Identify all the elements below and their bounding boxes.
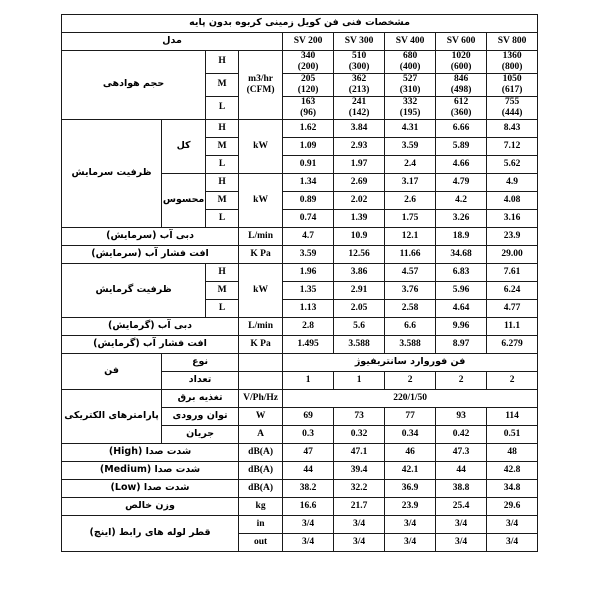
cooling-total-l-sv300: 1.97 xyxy=(334,155,385,173)
fan-count-sv200: 1 xyxy=(283,371,334,389)
cooling-water-flow-sv400: 12.1 xyxy=(385,227,436,245)
heating-h-sv200: 1.96 xyxy=(283,263,334,281)
heating-m-sv800: 6.24 xyxy=(487,281,538,299)
table-row-heating-pressure-drop xyxy=(62,335,538,353)
heating-pressure-drop-sv300: 3.588 xyxy=(334,335,385,353)
airflow-m-sv800: 1050 (617) xyxy=(487,73,538,96)
net-weight-label: وزن خالص xyxy=(62,497,239,515)
cooling-sensible-h-sv400: 3.17 xyxy=(385,173,436,191)
airflow-m-sv400: 527 (310) xyxy=(385,73,436,96)
table-row-cooling-total-high xyxy=(62,119,538,137)
cooling-sensible-speed-m: M xyxy=(206,191,239,209)
cooling-pressure-drop-sv300: 12.56 xyxy=(334,245,385,263)
cooling-water-flow-sv200: 4.7 xyxy=(283,227,334,245)
pipe-out-sv800: 3/4 xyxy=(487,533,538,551)
cooling-water-flow-sv600: 18.9 xyxy=(436,227,487,245)
cooling-total-speed-m: M xyxy=(206,137,239,155)
airflow-h-sv300: 510 (300) xyxy=(334,51,385,74)
cooling-pressure-drop-sv200: 3.59 xyxy=(283,245,334,263)
heating-water-flow-sv400: 6.6 xyxy=(385,317,436,335)
table-row-airflow-high xyxy=(62,51,538,74)
table-row-net-weight xyxy=(62,497,538,515)
sound-low-unit: (A)dB xyxy=(239,479,283,497)
airflow-h-sv400: 680 (400) xyxy=(385,51,436,74)
model-header-sv200: SV 200 xyxy=(283,33,334,51)
pipe-out-sv400: 3/4 xyxy=(385,533,436,551)
airflow-l-sv200: 163 (96) xyxy=(283,96,334,119)
sound-medium-sv600: 44 xyxy=(436,461,487,479)
pipe-out-sv300: 3/4 xyxy=(334,533,385,551)
input-power-unit: W xyxy=(239,407,283,425)
cooling-total-m-sv300: 2.93 xyxy=(334,137,385,155)
heating-h-sv400: 4.57 xyxy=(385,263,436,281)
table-row-cooling-water-flow xyxy=(62,227,538,245)
cooling-pressure-drop-sv600: 34.68 xyxy=(436,245,487,263)
heating-water-flow-sv200: 2.8 xyxy=(283,317,334,335)
heating-l-sv300: 2.05 xyxy=(334,299,385,317)
table-row-fan-type xyxy=(62,353,538,371)
airflow-speed-m: M xyxy=(206,73,239,96)
net-weight-sv800: 29.6 xyxy=(487,497,538,515)
cooling-sensible-m-sv600: 4.2 xyxy=(436,191,487,209)
sound-low-sv600: 38.8 xyxy=(436,479,487,497)
cooling-sensible-h-sv200: 1.34 xyxy=(283,173,334,191)
pipe-out-unit: out xyxy=(239,533,283,551)
heating-h-sv800: 7.61 xyxy=(487,263,538,281)
cooling-total-h-sv600: 6.66 xyxy=(436,119,487,137)
fan-type-value: فن فوروارد سانتریفیوژ xyxy=(283,353,538,371)
cooling-total-h-sv300: 3.84 xyxy=(334,119,385,137)
input-power-sv400: 77 xyxy=(385,407,436,425)
fan-count-label: تعداد xyxy=(162,371,239,389)
sound-high-sv300: 47.1 xyxy=(334,443,385,461)
heating-speed-m: M xyxy=(206,281,239,299)
heating-pressure-drop-label: افت فشار آب (گرمایش) xyxy=(62,335,239,353)
model-header-sv300: SV 300 xyxy=(334,33,385,51)
table-row-sound-high xyxy=(62,443,538,461)
sound-medium-sv400: 42.1 xyxy=(385,461,436,479)
airflow-l-sv600: 612 (360) xyxy=(436,96,487,119)
cooling-total-l-sv400: 2.4 xyxy=(385,155,436,173)
heating-pressure-drop-sv600: 8.97 xyxy=(436,335,487,353)
cooling-sensible-h-sv600: 4.79 xyxy=(436,173,487,191)
pipe-in-sv800: 3/4 xyxy=(487,515,538,533)
heating-pressure-drop-sv400: 3.588 xyxy=(385,335,436,353)
input-power-sv200: 69 xyxy=(283,407,334,425)
net-weight-sv600: 25.4 xyxy=(436,497,487,515)
cooling-water-flow-sv300: 10.9 xyxy=(334,227,385,245)
airflow-l-sv800: 755 (444) xyxy=(487,96,538,119)
cooling-total-l-sv600: 4.66 xyxy=(436,155,487,173)
net-weight-sv400: 23.9 xyxy=(385,497,436,515)
cooling-total-h-sv200: 1.62 xyxy=(283,119,334,137)
current-sv600: 0.42 xyxy=(436,425,487,443)
cooling-total-m-sv800: 7.12 xyxy=(487,137,538,155)
cooling-sensible-l-sv200: 0.74 xyxy=(283,209,334,227)
input-power-label: توان ورودی xyxy=(162,407,239,425)
cooling-total-m-sv400: 3.59 xyxy=(385,137,436,155)
current-sv300: 0.32 xyxy=(334,425,385,443)
model-row-label: مدل xyxy=(62,33,283,51)
pipe-in-sv400: 3/4 xyxy=(385,515,436,533)
cooling-total-m-sv200: 1.09 xyxy=(283,137,334,155)
net-weight-unit: kg xyxy=(239,497,283,515)
heating-water-flow-sv600: 9.96 xyxy=(436,317,487,335)
heating-h-sv300: 3.86 xyxy=(334,263,385,281)
heating-m-sv600: 5.96 xyxy=(436,281,487,299)
cooling-pressure-drop-unit: K Pa xyxy=(239,245,283,263)
electrical-section-label: پارامترهای الکتریکی xyxy=(62,389,162,443)
table-row-sound-medium xyxy=(62,461,538,479)
cooling-sensible-m-sv200: 0.89 xyxy=(283,191,334,209)
airflow-l-sv400: 332 (195) xyxy=(385,96,436,119)
pipe-in-sv600: 3/4 xyxy=(436,515,487,533)
sound-low-sv400: 36.9 xyxy=(385,479,436,497)
airflow-m-sv300: 362 (213) xyxy=(334,73,385,96)
current-unit: A xyxy=(239,425,283,443)
fan-count-sv600: 2 xyxy=(436,371,487,389)
cooling-total-l-sv200: 0.91 xyxy=(283,155,334,173)
cooling-sensible-h-sv300: 2.69 xyxy=(334,173,385,191)
fan-count-sv300: 1 xyxy=(334,371,385,389)
airflow-m-sv200: 205 (120) xyxy=(283,73,334,96)
sound-high-unit: (A)dB xyxy=(239,443,283,461)
model-header-sv800: SV 800 xyxy=(487,33,538,51)
table-row-heating-high xyxy=(62,263,538,281)
sound-high-label: شدت صدا (High) xyxy=(62,443,239,461)
input-power-sv300: 73 xyxy=(334,407,385,425)
cooling-total-unit: kW xyxy=(239,119,283,173)
cooling-total-h-sv400: 4.31 xyxy=(385,119,436,137)
table-row-power-supply xyxy=(62,389,538,407)
airflow-speed-h: H xyxy=(206,51,239,74)
heating-m-sv400: 3.76 xyxy=(385,281,436,299)
power-supply-unit: V/Ph/Hz xyxy=(239,389,283,407)
cooling-sensible-unit: kW xyxy=(239,173,283,227)
sound-high-sv600: 47.3 xyxy=(436,443,487,461)
model-header-sv600: SV 600 xyxy=(436,33,487,51)
pipe-diameter-label: قطر لوله های رابط (اینچ) xyxy=(62,515,239,551)
input-power-sv800: 114 xyxy=(487,407,538,425)
cooling-total-label: کل xyxy=(162,119,206,173)
heating-l-sv600: 4.64 xyxy=(436,299,487,317)
heating-speed-h: H xyxy=(206,263,239,281)
airflow-h-sv200: 340 (200) xyxy=(283,51,334,74)
net-weight-sv300: 21.7 xyxy=(334,497,385,515)
table-title-row xyxy=(62,15,538,33)
cooling-pressure-drop-sv800: 29.00 xyxy=(487,245,538,263)
cooling-sensible-label: محسوس xyxy=(162,173,206,227)
cooling-water-flow-label: دبی آب (سرمایش) xyxy=(62,227,239,245)
heating-speed-l: L xyxy=(206,299,239,317)
sound-medium-sv800: 42.8 xyxy=(487,461,538,479)
cooling-sensible-speed-h: H xyxy=(206,173,239,191)
current-sv400: 0.34 xyxy=(385,425,436,443)
cooling-water-flow-unit: L/min xyxy=(239,227,283,245)
heating-l-sv200: 1.13 xyxy=(283,299,334,317)
cooling-water-flow-sv800: 23.9 xyxy=(487,227,538,245)
sound-high-sv200: 47 xyxy=(283,443,334,461)
heating-pressure-drop-sv800: 6.279 xyxy=(487,335,538,353)
cooling-total-speed-l: L xyxy=(206,155,239,173)
cooling-total-h-sv800: 8.43 xyxy=(487,119,538,137)
fan-count-sv400: 2 xyxy=(385,371,436,389)
table-row-heating-water-flow xyxy=(62,317,538,335)
power-supply-label: تغذیه برق xyxy=(162,389,239,407)
sound-low-sv800: 34.8 xyxy=(487,479,538,497)
cooling-total-speed-h: H xyxy=(206,119,239,137)
heating-pressure-drop-sv200: 1.495 xyxy=(283,335,334,353)
pipe-out-sv200: 3/4 xyxy=(283,533,334,551)
heating-m-sv200: 1.35 xyxy=(283,281,334,299)
cooling-sensible-m-sv300: 2.02 xyxy=(334,191,385,209)
airflow-h-sv600: 1020 (600) xyxy=(436,51,487,74)
heating-m-sv300: 2.91 xyxy=(334,281,385,299)
heating-water-flow-sv800: 11.1 xyxy=(487,317,538,335)
airflow-m-sv600: 846 (498) xyxy=(436,73,487,96)
heating-capacity-unit: kW xyxy=(239,263,283,317)
sound-medium-sv200: 44 xyxy=(283,461,334,479)
table-row-cooling-pressure-drop xyxy=(62,245,538,263)
sound-low-label: شدت صدا (Low) xyxy=(62,479,239,497)
sound-low-sv300: 32.2 xyxy=(334,479,385,497)
table-row-pipe-in xyxy=(62,515,538,533)
fan-count-unit xyxy=(239,371,283,389)
net-weight-sv200: 16.6 xyxy=(283,497,334,515)
heating-water-flow-label: دبی آب (گرمایش) xyxy=(62,317,239,335)
sound-high-sv800: 48 xyxy=(487,443,538,461)
input-power-sv600: 93 xyxy=(436,407,487,425)
cooling-capacity-label: ظرفیت سرمایش xyxy=(62,119,162,227)
fan-count-sv800: 2 xyxy=(487,371,538,389)
pipe-in-sv300: 3/4 xyxy=(334,515,385,533)
cooling-sensible-speed-l: L xyxy=(206,209,239,227)
airflow-label: حجم هوادهی xyxy=(62,51,206,120)
current-label: جریان xyxy=(162,425,239,443)
cooling-total-m-sv600: 5.89 xyxy=(436,137,487,155)
heating-water-flow-sv300: 5.6 xyxy=(334,317,385,335)
heating-pressure-drop-unit: K Pa xyxy=(239,335,283,353)
cooling-sensible-m-sv400: 2.6 xyxy=(385,191,436,209)
pipe-in-unit: in xyxy=(239,515,283,533)
cooling-sensible-l-sv600: 3.26 xyxy=(436,209,487,227)
sound-high-sv400: 46 xyxy=(385,443,436,461)
heating-h-sv600: 6.83 xyxy=(436,263,487,281)
technical-specification-table xyxy=(61,14,538,552)
cooling-pressure-drop-label: افت فشار آب (سرمایش) xyxy=(62,245,239,263)
cooling-sensible-l-sv300: 1.39 xyxy=(334,209,385,227)
heating-water-flow-unit: L/min xyxy=(239,317,283,335)
airflow-l-sv300: 241 (142) xyxy=(334,96,385,119)
sound-medium-sv300: 39.4 xyxy=(334,461,385,479)
cooling-pressure-drop-sv400: 11.66 xyxy=(385,245,436,263)
cooling-sensible-m-sv800: 4.08 xyxy=(487,191,538,209)
model-header-row xyxy=(62,33,538,51)
sound-medium-label: شدت صدا (Medium) xyxy=(62,461,239,479)
cooling-sensible-l-sv800: 3.16 xyxy=(487,209,538,227)
current-sv200: 0.3 xyxy=(283,425,334,443)
current-sv800: 0.51 xyxy=(487,425,538,443)
fan-type-unit xyxy=(239,353,283,371)
fan-type-label: نوع xyxy=(162,353,239,371)
model-header-sv400: SV 400 xyxy=(385,33,436,51)
page-title: مشخصات فنی فن کویل زمینی کربوه بدون پایه xyxy=(62,15,538,33)
cooling-total-l-sv800: 5.62 xyxy=(487,155,538,173)
table-row-sound-low xyxy=(62,479,538,497)
power-supply-value: 220/1/50 xyxy=(283,389,538,407)
airflow-speed-l: L xyxy=(206,96,239,119)
sound-low-sv200: 38.2 xyxy=(283,479,334,497)
sound-medium-unit: (A)dB xyxy=(239,461,283,479)
cooling-sensible-l-sv400: 1.75 xyxy=(385,209,436,227)
heating-l-sv400: 2.58 xyxy=(385,299,436,317)
airflow-unit: m3/hr (CFM) xyxy=(239,51,283,120)
pipe-out-sv600: 3/4 xyxy=(436,533,487,551)
airflow-h-sv800: 1360 (800) xyxy=(487,51,538,74)
fan-section-label: فن xyxy=(62,353,162,389)
pipe-in-sv200: 3/4 xyxy=(283,515,334,533)
heating-l-sv800: 4.77 xyxy=(487,299,538,317)
heating-capacity-label: ظرفیت گرمایش xyxy=(62,263,206,317)
cooling-sensible-h-sv800: 4.9 xyxy=(487,173,538,191)
